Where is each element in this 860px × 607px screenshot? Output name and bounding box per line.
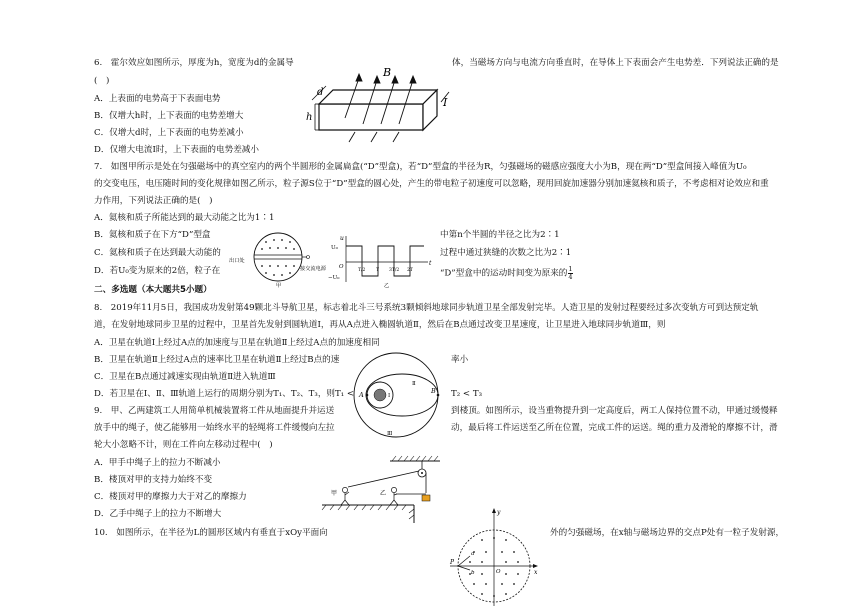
q8-option-a: A．卫星在轨道Ⅰ上经过A点的加速度与卫星在轨道Ⅱ上经过A点的加速度相同 xyxy=(94,338,380,348)
q9-line-2-right: 动，最后将工件运送至乙所在位置，完成工件的运送。绳的重力及滑轮的摩擦不计，滑 xyxy=(451,423,778,433)
q7-option-a: A．氦核和质子所能达到的最大动能之比为1∶1 xyxy=(94,213,275,223)
q7-line-3: 力作用，下列说法正确的是( ) xyxy=(94,196,213,206)
orbit-i-label: Ⅰ xyxy=(388,393,391,399)
q8-line-2: 道，在发射地球同步卫星的过程中，卫星首先发射到圆轨道Ⅰ，再从A点进入椭圆轨道Ⅱ，然后在B点通过改变卫星速度，让卫星进入地球同步轨道Ⅲ，则 xyxy=(94,320,666,330)
wave-tick-3: 3T/2 xyxy=(389,268,400,273)
q6-option-a: A．上表面的电势高于下表面电势 xyxy=(94,94,221,104)
orbit-a-label: A xyxy=(359,391,364,399)
orbit-iii-label: Ⅲ xyxy=(387,431,393,437)
field-x-label: x xyxy=(534,569,538,576)
hall-d-label: d xyxy=(317,87,324,98)
q6-option-d: D．仅增大电流I时，上下表面的电势差减小 xyxy=(94,145,259,155)
fig-yi-label: 乙 xyxy=(384,283,390,288)
q7-option-d-left: D．若U₀变为原来的2倍，粒子在 xyxy=(94,266,221,276)
q9-option-b: B．楼顶对甲的支持力始终不变 xyxy=(94,475,213,485)
field-p-label: P xyxy=(450,559,455,566)
q6-option-b: B．仅增大h时，上下表面的电势差增大 xyxy=(94,111,244,121)
section-heading-multiple-choice: 二、多选题（本大题共5小题） xyxy=(94,285,212,295)
q7-line-2: 的交变电压，电压随时间的变化规律如图乙所示，粒子源S位于“D”型盒的圆心处，产生的带电粒子初速度可以忽略，现用回旋加速器分别加速氦核和质子，不考虑相对论效应和重 xyxy=(94,179,769,189)
q8-line-1: 8. 2019年11月5日，我国成功发射第49颗北斗导航卫星，标志着北斗三号系统3颗倾斜地球同步轨道卫星全部发射完毕。人造卫星的发射过程要经过多次变轨方可到达预定轨 xyxy=(94,303,759,313)
q8-option-c: C．卫星在B点通过减速实现由轨道Ⅱ进入轨道Ⅲ xyxy=(94,372,276,382)
fig-jia-label: 甲 xyxy=(276,283,282,288)
wave-tick-2: T xyxy=(376,268,380,273)
q7-option-b-left: B．氦核和质子在下方“D”型盒 xyxy=(94,230,211,240)
q10-line-left: 10. 如图所示，在半径为L的圆形区域内有垂直于xOy平面向 xyxy=(94,528,328,538)
q7-option-c-left: C．氦核和质子在达到最大动能的 xyxy=(94,248,221,258)
wave-u0-label: U₀ xyxy=(331,245,338,251)
q9-line-3: 轮大小忽略不计，则在工件向左移动过程中( ) xyxy=(94,440,273,450)
q9-line-2-left: 放手中的绳子，使乙能够用一始终水平的轻绳将工件缓慢向左拉 xyxy=(94,423,335,433)
field-b-label: b xyxy=(471,570,475,576)
pulley-workers-figure xyxy=(318,455,446,523)
circular-field-figure xyxy=(448,506,540,607)
q9-option-d: D．乙手中绳子上的拉力不断增大 xyxy=(94,509,222,519)
cyclotron-outlet-label: 出口处 xyxy=(229,258,245,264)
wave-t-label: t xyxy=(429,260,432,267)
worker-jia-label: 甲 xyxy=(331,490,338,497)
field-y-label: y xyxy=(497,509,501,516)
q6-stem-left: 6. 霍尔效应如图所示，厚度为h，宽度为d的金属导 xyxy=(94,58,294,68)
q7-option-b-right: 中第n个半圆的半径之比为2∶1 xyxy=(440,230,560,240)
field-origin-label: O xyxy=(496,569,501,575)
q6-paren: ( ) xyxy=(94,76,110,86)
q10-line-right: 外的匀强磁场，在x轴与磁场边界的交点P处有一粒子发射源， xyxy=(550,528,785,538)
hall-effect-figure xyxy=(303,62,453,144)
q8-option-d-left: D．若卫星在Ⅰ、Ⅱ、Ⅲ轨道上运行的周期分别为T₁、T₂、T₃，则T₁ < xyxy=(94,389,355,399)
q7-option-c-right: 过程中通过狭缝的次数之比为2∶1 xyxy=(440,248,572,258)
q7-line-1: 7. 如图甲所示是处在匀强磁场中的真空室内的两个半圆形的金属扁盒(“D”型盒)，若“D”型盒的半径为R，匀强磁场的磁感应强度大小为B，现在两“D”型盒间接入峰值为U₀ xyxy=(94,162,747,172)
wave-tick-4: 2T xyxy=(407,268,413,273)
q6-stem-right: 体，当磁场方向与电流方向垂直时，在导体上下表面会产生电势差．下列说法正确的是 xyxy=(452,58,779,68)
q9-option-c: C．楼顶对甲的摩擦力大于对乙的摩擦力 xyxy=(94,492,247,502)
wave-origin-label: O xyxy=(339,264,344,270)
q8-option-b-left: B．卫星在轨道Ⅱ上经过A点的速率比卫星在轨道Ⅱ上经过B点的速 xyxy=(94,355,340,365)
hall-h-label: h xyxy=(306,112,313,123)
cyclotron-connect-label: 接交流电源 xyxy=(300,266,326,272)
hall-b-label: B xyxy=(383,66,392,79)
q8-option-b-right: 率小 xyxy=(451,355,469,365)
orbit-b-label: B xyxy=(431,387,436,395)
wave-tick-1: T/2 xyxy=(358,268,366,273)
q9-line-1-right: 到楼顶。如图所示，设当重物提升到一定高度后，两工人保持位置不动，甲通过缓慢释 xyxy=(451,406,778,416)
satellite-orbits-figure xyxy=(350,349,442,441)
worker-yi-label: 乙 xyxy=(380,490,387,497)
q9-option-a: A．甲手中绳子上的拉力不断减小 xyxy=(94,458,221,468)
q7-option-d-right: “D”型盒中的运动时间变为原来的 $\frac{1}{4}$ xyxy=(440,265,573,281)
wave-neg-u0-label: −U₀ xyxy=(328,275,340,281)
cyclotron-figure xyxy=(228,232,438,288)
wave-u-label: u xyxy=(340,235,344,242)
orbit-ii-label: Ⅱ xyxy=(412,381,416,387)
hall-i-label: I xyxy=(443,96,448,109)
q9-line-1-left: 9. 甲、乙两建筑工人用简单机械装置将工件从地面提升并运送 xyxy=(94,406,335,416)
field-a-label: a xyxy=(471,551,475,557)
q6-option-c: C．仅增大d时，上下表面的电势差减小 xyxy=(94,128,244,138)
q8-option-d-right: T₂ < T₃ xyxy=(451,389,483,399)
